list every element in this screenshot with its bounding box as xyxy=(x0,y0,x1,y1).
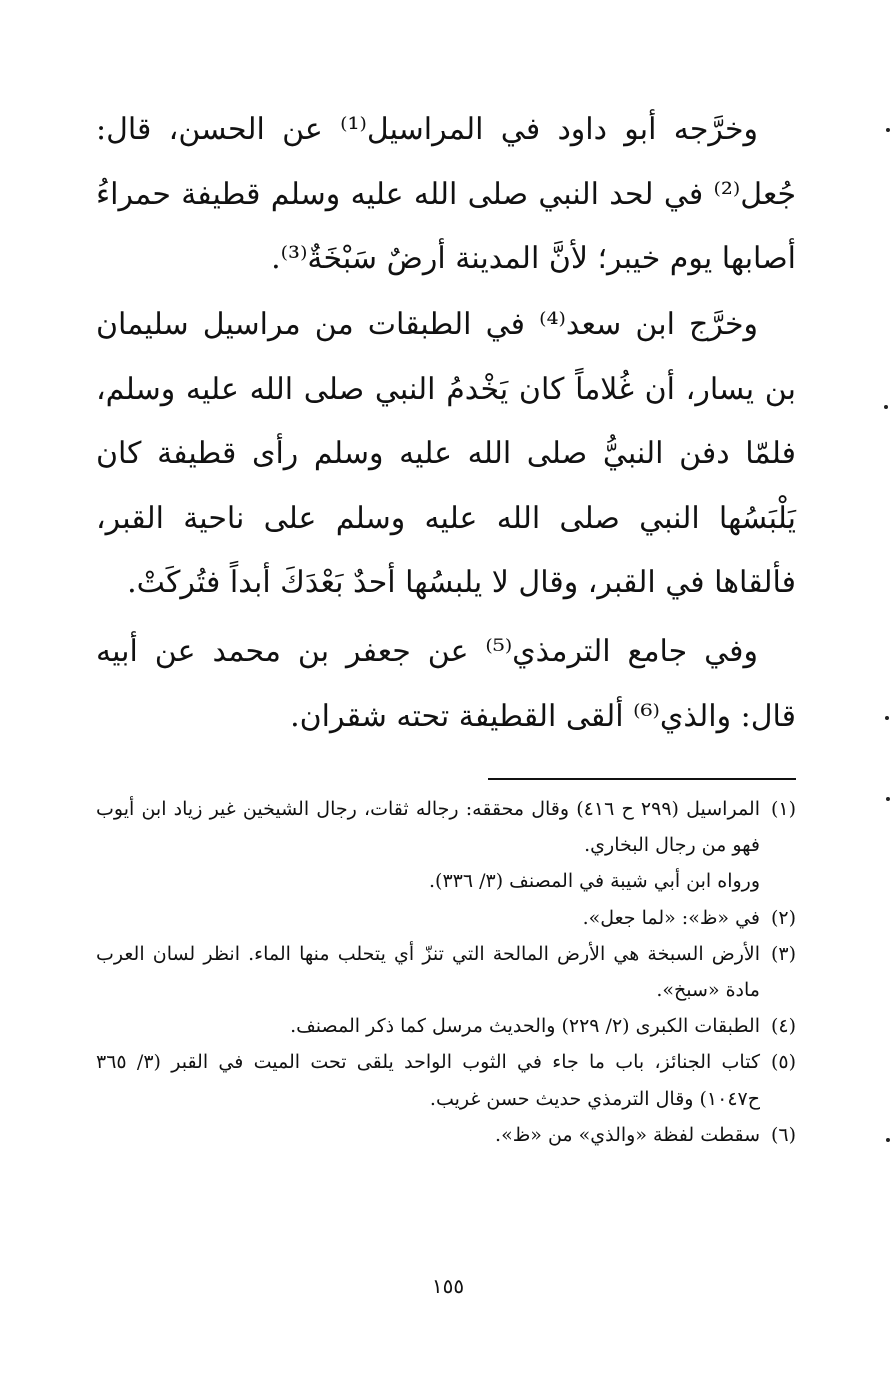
footnote-2 xyxy=(96,900,796,936)
paragraph-1: وخرَّجه أبو داود في المراسيل⁽¹⁾ عن الحسن، قال: جُعل⁽²⁾ في لحد النبي صلى الله عليه وسلم قطيفة حمراءُ أصابها يوم خيبر؛ لأنَّ المدينة أرضٌ سَبْخَةٌ⁽³⁾. xyxy=(96,112,796,276)
main-text xyxy=(96,98,796,750)
paragraph-3: وفي جامع الترمذي⁽⁵⁾ عن جعفر بن محمد عن أبيه قال: والذي⁽⁶⁾ ألقى القطيفة تحته شقران. xyxy=(96,634,796,734)
scan-speck xyxy=(884,405,888,409)
scan-speck xyxy=(886,1138,890,1142)
footnote-text: كتاب الجنائز، باب ما جاء في الثوب الواحد يلقى تحت الميت في القبر (٣/ ٣٦٥ ح١٠٤٧) وقال الترمذي حديث حسن غريب. xyxy=(96,1051,760,1110)
paragraph-2: وخرَّج ابن سعد⁽⁴⁾ في الطبقات من مراسيل سليمان بن يسار، أن غُلاماً كان يَخْدمُ النبي صلى الله عليه وسلم، فلمّا دفن النبيُّ صلى الله عليه وسلم رأى قطيفة كان يَلْبَسُها النبي صلى الله عليه وسلم على ناحية القبر، فألقاها في القبر، وقال لا يلبسُها أحدٌ بَعْدَكَ أبداً فتُركَتْ. xyxy=(96,307,796,600)
footnote-text: في «ظ»: «لما جعل». xyxy=(582,906,760,929)
footnote-number: (٥) xyxy=(770,1051,796,1074)
footnote-number: (٣) xyxy=(770,942,796,965)
scan-speck xyxy=(886,797,890,801)
scan-speck xyxy=(885,716,889,720)
page-number: ١٥٥ xyxy=(431,1274,465,1298)
scan-speck xyxy=(886,128,890,132)
footnote-separator xyxy=(488,778,796,780)
footnote-text: ورواه ابن أبي شيبة في المصنف (٣/ ٣٣٦). xyxy=(428,870,760,893)
footnote-5 xyxy=(96,1044,796,1116)
footnote-3 xyxy=(96,936,796,1008)
footnote-number: (٢) xyxy=(770,906,796,929)
footnote-number: (١) xyxy=(770,798,796,820)
footnote-text: سقطت لفظة «والذي» من «ظ». xyxy=(495,1123,760,1146)
footnote-text: الطبقات الكبرى (٢/ ٢٢٩) والحديث مرسل كما ذكر المصنف. xyxy=(290,1015,760,1038)
footnote-text: المراسيل (٢٩٩ ح ٤١٦) وقال محققه: رجاله ثقات، رجال الشيخين غير زياد ابن أيوب فهو من رجال البخاري. xyxy=(96,798,761,857)
footnotes xyxy=(96,791,796,1153)
footnote-4 xyxy=(96,1008,796,1044)
footnote-number: (٦) xyxy=(770,1123,796,1146)
footnote-6 xyxy=(96,1117,796,1153)
footnote-1 xyxy=(96,791,796,900)
footnote-number: (٤) xyxy=(770,1015,796,1038)
footnote-text: الأرض السبخة هي الأرض المالحة التي تنزّ أي يتحلب منها الماء. انظر لسان العرب مادة «سبخ». xyxy=(96,942,760,1002)
